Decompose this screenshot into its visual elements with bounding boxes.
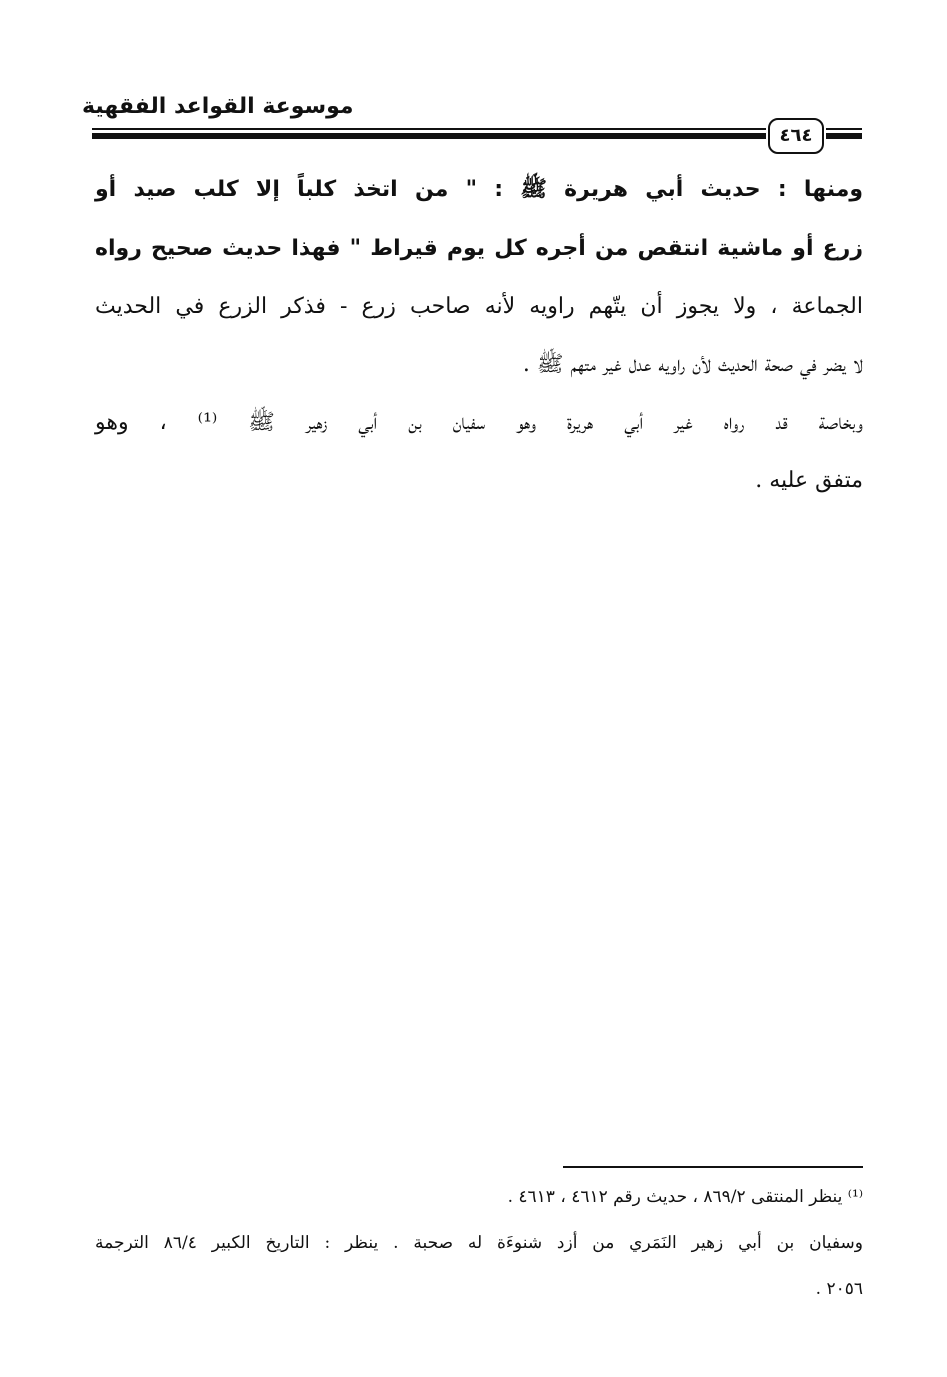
- footnote-line-2: وسفيان بن أبي زهير النَمَري من أزد شنوءَة له صحبة . ينظر : التاريخ الكبير ٨٦/٤ الترجمة: [95, 1233, 863, 1253]
- header-rule-thick: [92, 133, 766, 139]
- footnote-line-1: ⁽¹⁾ ينظر المنتقى ٨٦٩/٢ ، حديث رقم ٤٦١٢ ، ٤٦١٣ .: [507, 1187, 863, 1207]
- running-header-title: موسوعة القواعد الفقهية: [82, 94, 354, 119]
- header-rule-thin-right: [826, 128, 862, 130]
- header-rule-thick-right: [826, 133, 862, 139]
- footnote-separator: [563, 1166, 863, 1168]
- footnote-line-3: ٢٠٥٦ .: [815, 1279, 863, 1299]
- body-line-2: زرع أو ماشية انتقص من أجره كل يوم قيراط " فهذا حديث صحيح رواه: [95, 236, 863, 261]
- header-rule-thin: [92, 128, 766, 130]
- page-number: ٤٦٤: [768, 118, 824, 154]
- body-line-6: متفق عليه .: [755, 468, 863, 493]
- body-line-1: ومنها : حديث أبي هريرة ﷺ : " من اتخذ كلباً إلا كلب صيد أو: [95, 177, 863, 202]
- body-line-3: الجماعة ، ولا يجوز أن يتّهم راويه لأنه صاحب زرع - فذكر الزرع في الحديث: [95, 294, 863, 319]
- body-line-4: لا يضر في صحة الحديث لأن راويه عدل غير متهم ﷺ .: [522, 352, 863, 377]
- body-line-5: وبخاصة قد رواه غير أبي هريرة وهو سفيان بن أبي زهير ﷺ ⁽¹⁾ ، وهو: [95, 410, 863, 435]
